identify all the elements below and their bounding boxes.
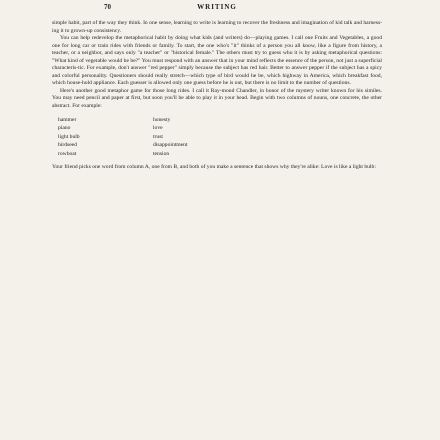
concrete-word: rowboat [58, 150, 77, 157]
abstract-word: tension [153, 150, 170, 157]
page-number: 70 [104, 3, 111, 11]
running-head [52, 0, 382, 20]
abstract-word: trust [153, 133, 163, 140]
paragraph-2: You can help redevelop the metaphorical habit by doing what kids (and writers) do—playing games. I call one Fruits and Vegetables, a good one for long car or train rides with friends or family. To start, the one who's "it" thinks of a person you all know, like a figure from history, a teacher, or a neighbor, and says only "a teacher" or "historical female." The others must try to guess who it is by asking metaphorical questions: "What kind of vegetable would he be?" You must respond with an answer that in your mind reflects the essence of the person, not just a superficial characteris-tic. For example, don't answer "red pepper" simply because the subject has red hair. Better to answer pepper if the subject has a spicy and colorful personality. Questioners should really stretch—which type of bird would he be, which highway in America, which breakfast food, which house-hold appliance. Each guesser is allowed only one guess before he is out, but there is no limit to the number of questions. [52, 35, 382, 87]
word-table [58, 117, 248, 159]
concrete-word: hammer [58, 116, 77, 123]
paragraph-3: Here's another good metaphor game for those long rides. I call it Ray-mond Chandler, in honor of the mystery writer known for his similes. You may need pencil and paper at first, but soon you'll be able to play it in your head. Begin with two columns of nouns, one concrete, the other abstract. For example: [52, 87, 382, 110]
closing-paragraph: Your friend picks one word from column A, one from B, and both of you make a sentence that shows why they're alike: Love is like a light bulb: [52, 164, 376, 171]
concrete-word: light bulb [58, 133, 80, 140]
abstract-word: disappointment [153, 142, 188, 149]
running-title: WRITING [197, 3, 237, 11]
paragraph-1: simple habit, part of the way they think. In one sense, learning to write is learning to recover the freshness and imagination of kid talk and harness-ing it to grown-up consistency. [52, 20, 382, 34]
abstract-word: love [153, 125, 163, 132]
concrete-word: piano [58, 125, 71, 132]
body-text [52, 20, 382, 172]
abstract-word: honesty [153, 116, 171, 123]
concrete-word: birdseed [58, 142, 77, 149]
